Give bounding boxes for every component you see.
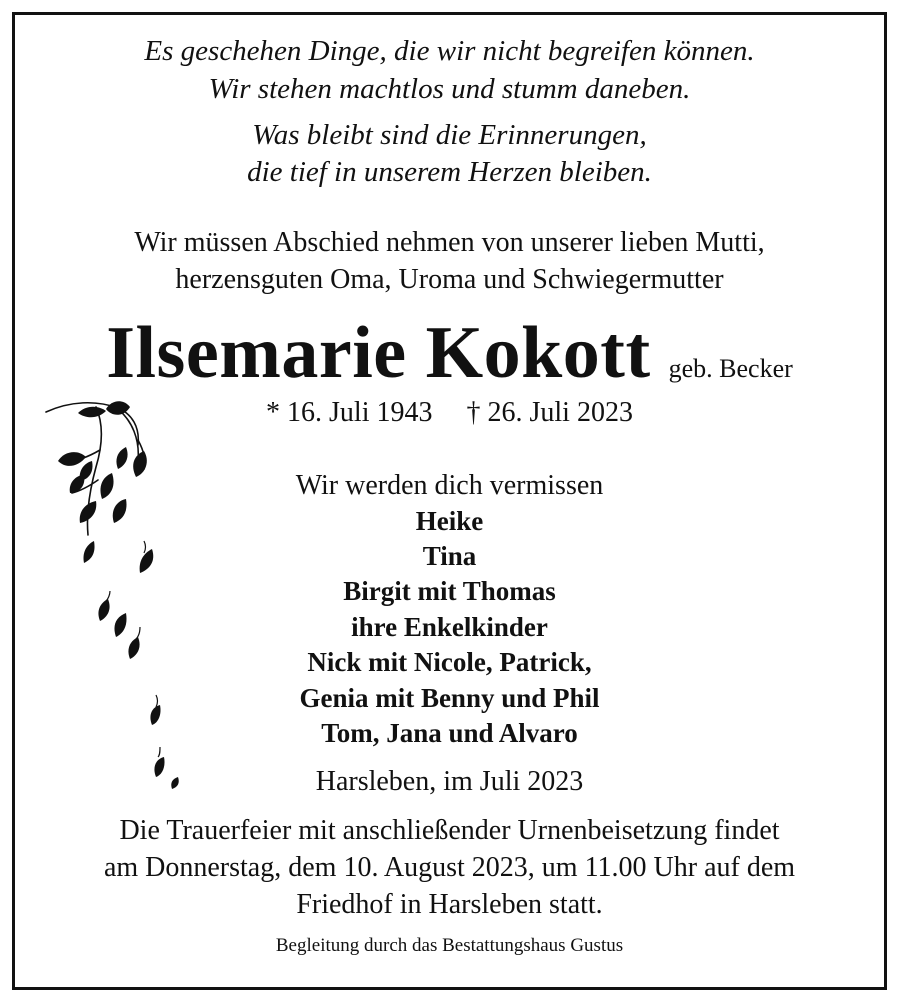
birch-branch-icon [40,395,200,805]
poem-line-2: Wir stehen machtlos und stumm daneben. [208,73,691,105]
mourners-intro: Wir werden dich vermissen [295,470,604,501]
service-line-3: Friedhof in Harsleben statt. [296,889,603,920]
deceased-name-row [0,312,899,394]
mourner-name: Heike [415,506,484,536]
mourner-name: Nick mit Nicole, Patrick, [307,647,592,677]
mourner-name: Genia mit Benny und Phil [299,683,600,713]
birth-date: * 16. Juli 1943 [266,397,433,428]
intro-line-2: herzensguten Oma, Uroma und Schwiegermutter [175,264,724,295]
maiden-name: geb. Becker [668,354,793,383]
service-line-1: Die Trauerfeier mit anschließender Urnenbeisetzung findet [119,815,780,846]
mourner-name: Birgit mit Thomas [343,576,556,606]
death-date: † 26. Juli 2023 [466,397,633,428]
funeral-home-note: Begleitung durch das Bestattungshaus Gustus [275,935,624,956]
place-and-date: Harsleben, im Juli 2023 [315,766,584,797]
mourner-name: Tina [422,541,477,571]
service-line-2: am Donnerstag, dem 10. August 2023, um 11.00 Uhr auf dem [103,852,796,883]
intro-line-1: Wir müssen Abschied nehmen von unserer lieben Mutti, [134,227,765,258]
poem-line-4: die tief in unserem Herzen bleiben. [247,156,652,188]
poem-line-1: Es geschehen Dinge, die wir nicht begreifen können. [144,35,755,67]
mourner-name: ihre Enkelkinder [351,612,548,642]
deceased-name: Ilsemarie Kokott [106,312,651,394]
mourner-name: Tom, Jana und Alvaro [321,718,578,748]
poem-line-3: Was bleibt sind die Erinnerungen, [252,119,647,151]
